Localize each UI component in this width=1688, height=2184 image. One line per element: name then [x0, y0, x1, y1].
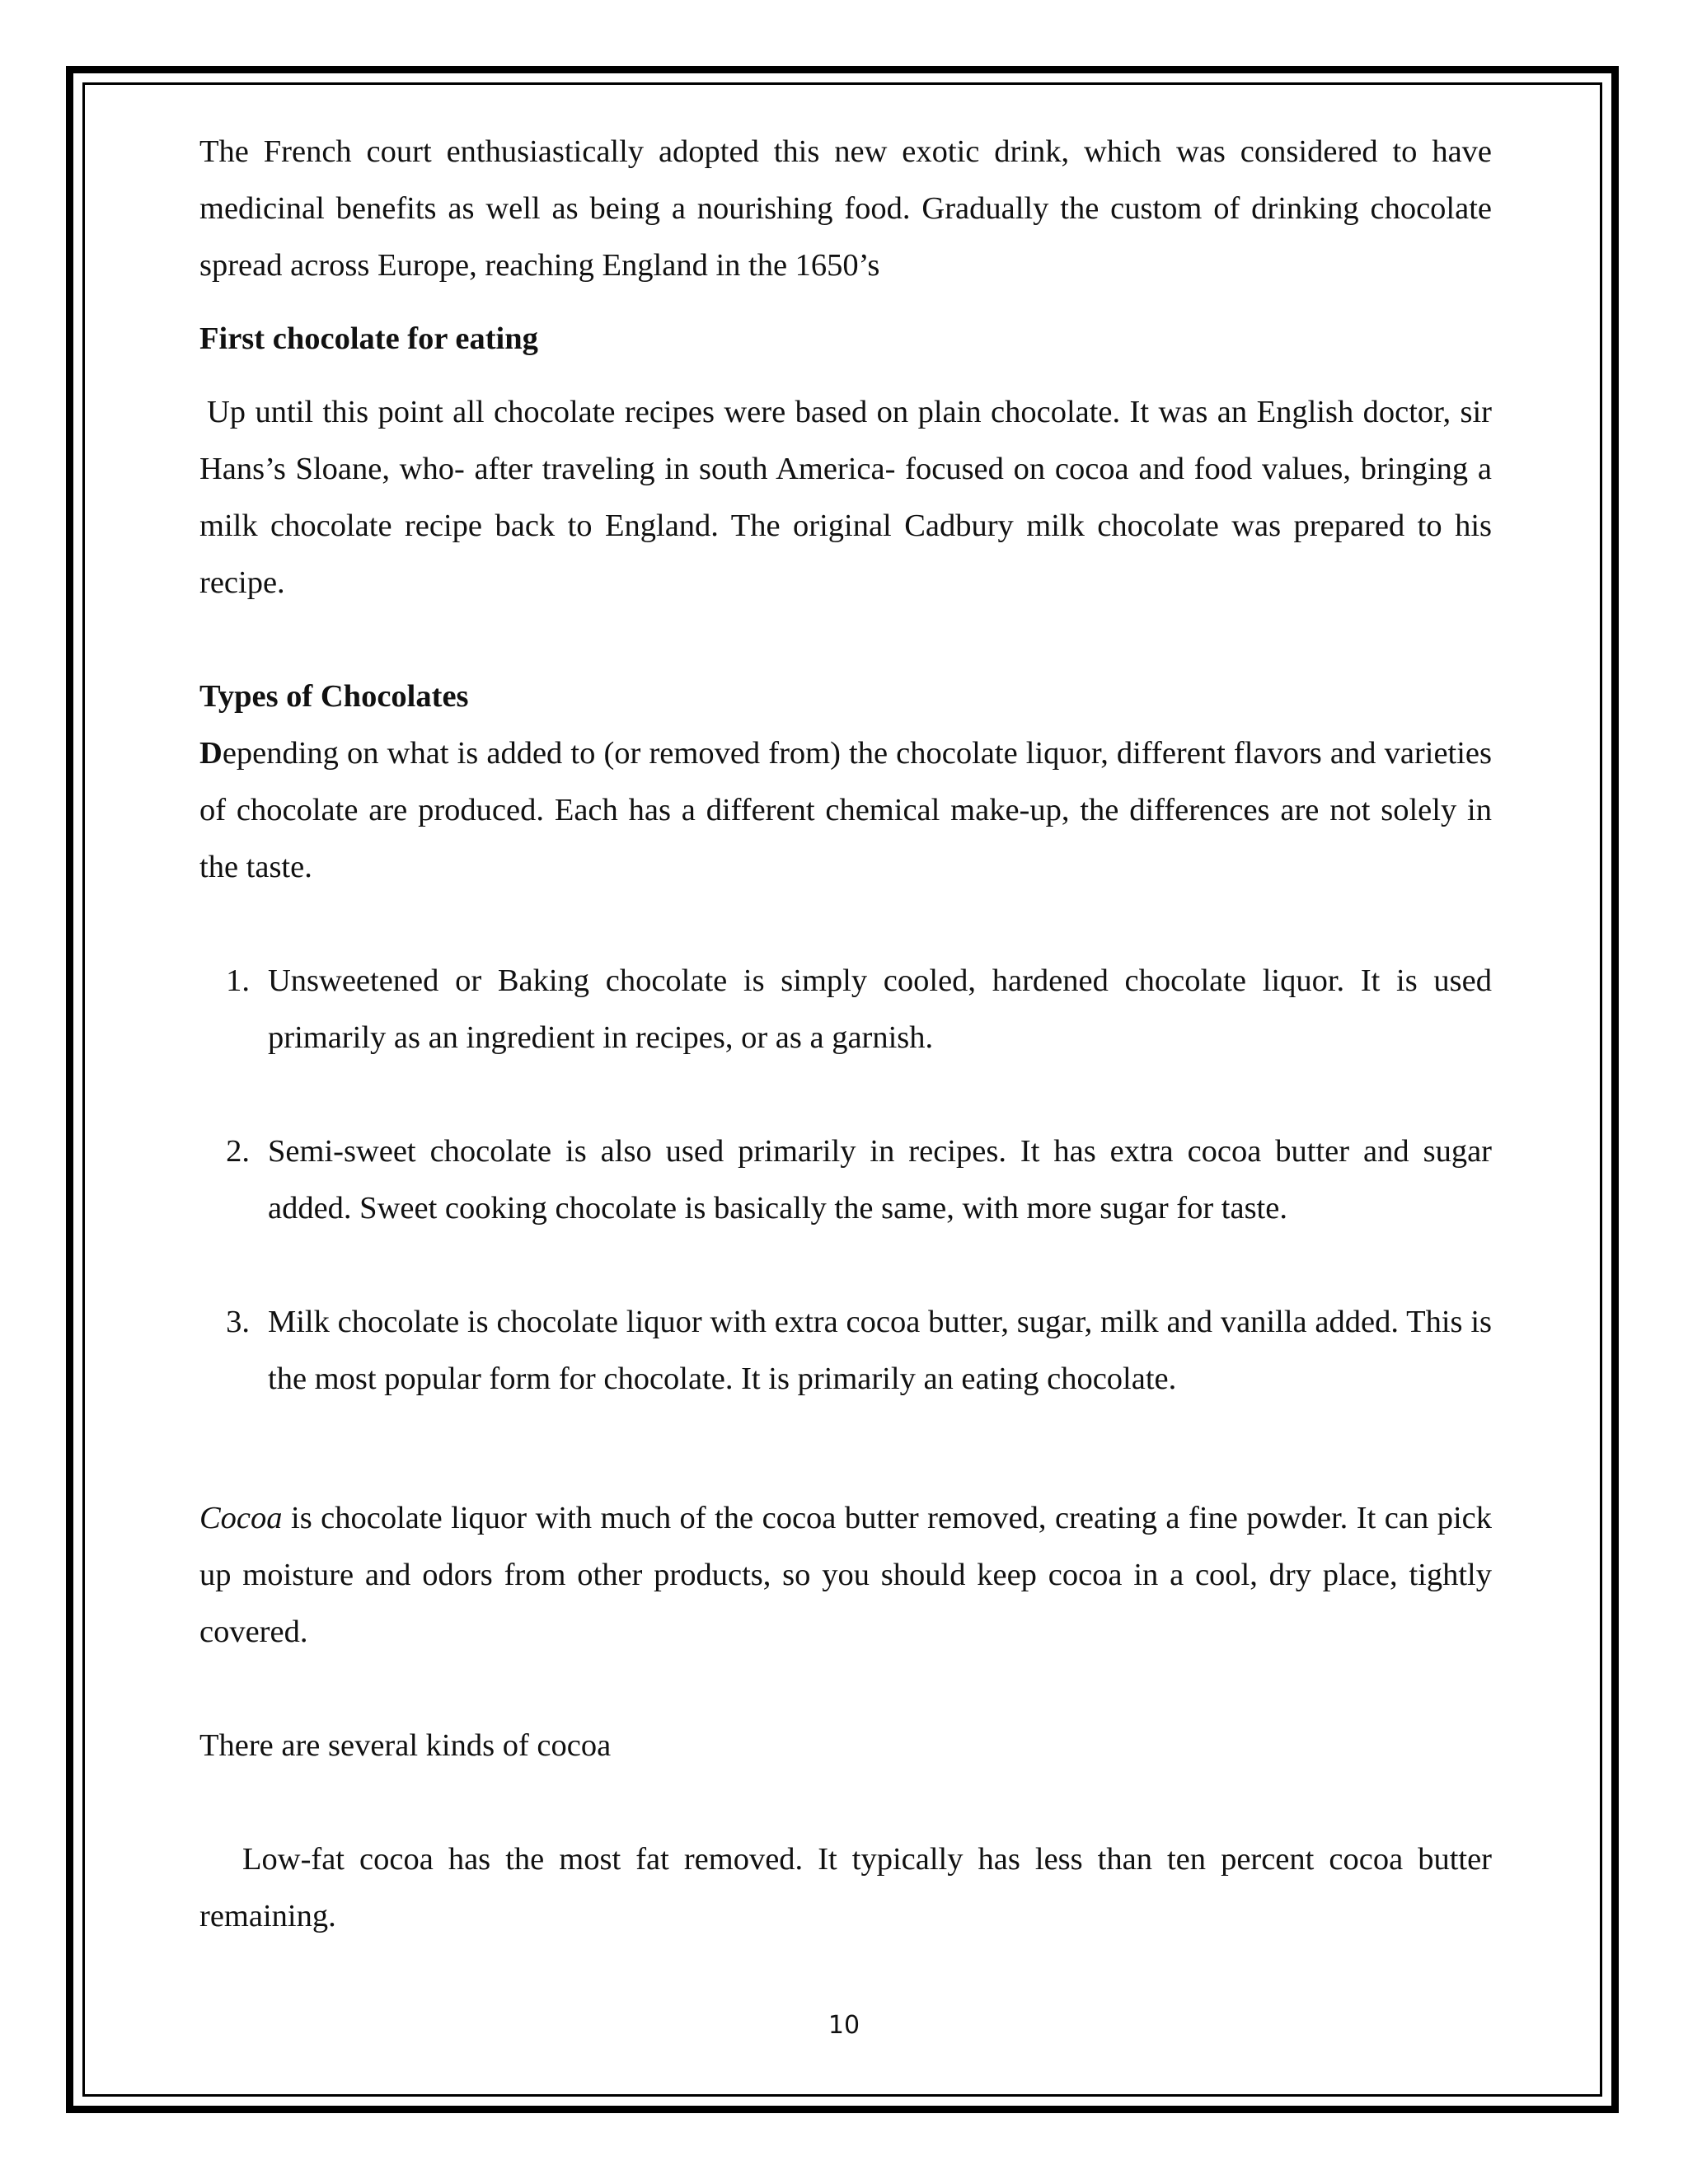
list-item	[199, 1294, 1492, 1408]
page-number: 10	[828, 2011, 860, 2040]
list-item-number: 1.	[226, 963, 250, 998]
list-item-number: 2.	[226, 1134, 250, 1169]
heading-types-of-chocolates: Types of Chocolates	[199, 679, 469, 714]
list-item-text: Milk chocolate is chocolate liquor with extra cocoa butter, sugar, milk and vanilla added. This is the most popular form for chocolate. It is primarily an eating chocolate.	[268, 1305, 1492, 1396]
paragraph-low-fat-cocoa: Low-fat cocoa has the most fat removed. It typically has less than ten percent cocoa butter remaining.	[199, 1842, 1492, 1933]
cocoa-text: is chocolate liquor with much of the cocoa butter removed, creating a fine powder. It can pick up moisture and odors from other products, so you should keep cocoa in a cool, dry place, tightly covered.	[199, 1501, 1492, 1649]
cocoa-term: Cocoa	[199, 1501, 283, 1535]
paragraph-types-intro	[199, 725, 1492, 896]
paragraph-cocoa	[199, 1490, 1492, 1661]
list-item	[199, 953, 1492, 1066]
list-item-text: Unsweetened or Baking chocolate is simply cooled, hardened chocolate liquor. It is used primarily as an ingredient in recipes, or as a garnish.	[268, 963, 1492, 1055]
paragraph-first-chocolate: Up until this point all chocolate recipes were based on plain chocolate. It was an English doctor, sir Hans’s Sloane, who- after traveling in south America- focused on cocoa and food values, bringing a milk chocolate recipe back to England. The original Cadbury milk chocolate was prepared to his recipe.	[199, 395, 1492, 600]
list-item	[199, 1123, 1492, 1237]
types-intro-text: epending on what is added to (or removed from) the chocolate liquor, different flavors and varieties of chocolate are produced. Each has a different chemical make-up, the differences are not solely in the taste.	[199, 736, 1492, 884]
chocolate-types-list	[199, 953, 1492, 1408]
list-item-number: 3.	[226, 1305, 250, 1339]
list-item-text: Semi-sweet chocolate is also used primarily in recipes. It has extra cocoa butter and sugar added. Sweet cooking chocolate is basically the same, with more sugar for taste.	[268, 1134, 1492, 1226]
paragraph-french-court: The French court enthusiastically adopted this new exotic drink, which was considered to have medicinal benefits as well as being a nourishing food. Gradually the custom of drinking chocolate spread across Europe, reaching England in the 1650’s	[199, 134, 1492, 283]
heading-first-chocolate: First chocolate for eating	[199, 321, 538, 356]
paragraph-kinds-of-cocoa: There are several kinds of cocoa	[199, 1728, 612, 1763]
types-intro-initial: D	[199, 736, 223, 771]
page-content	[199, 124, 1492, 1945]
